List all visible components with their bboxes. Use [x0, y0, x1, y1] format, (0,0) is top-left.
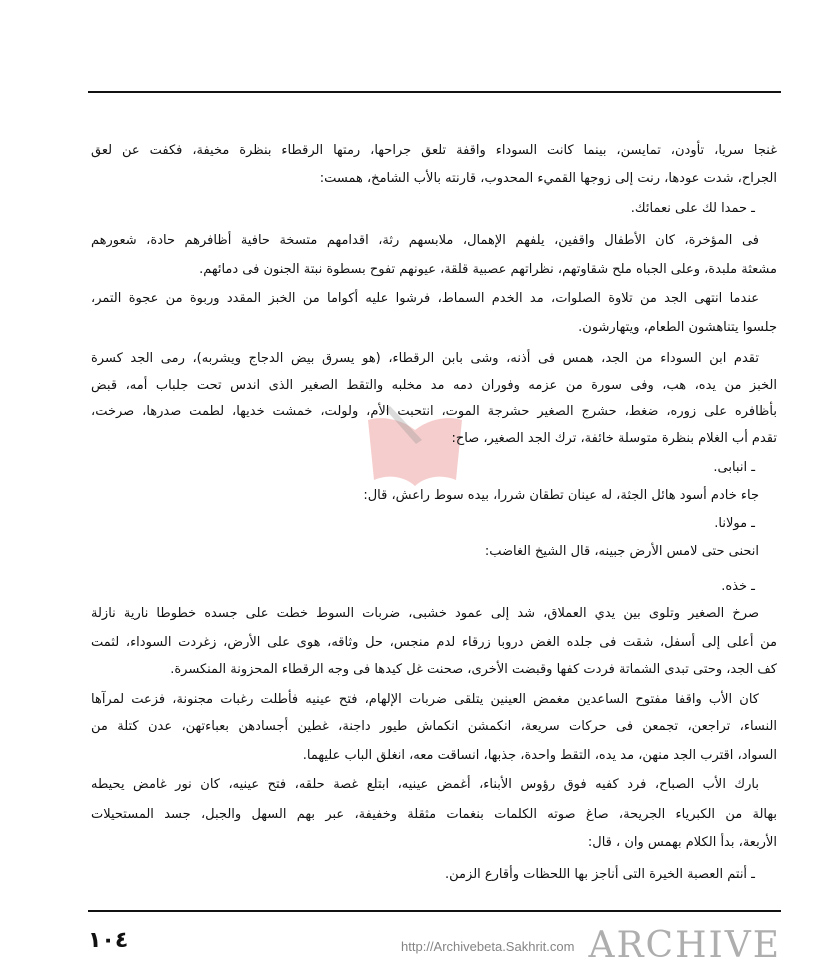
text-line: تقدم ابن السوداء من الجد، همس فى أذنه، وشى بابن الرقطاء، (هو يسرق بيض الدجاج ويشربه)، رمى الجد كسرة: [91, 351, 759, 366]
text-line: كان الأب واقفا مفتوح الساعدين مغمض العينين يتلقى ضربات الإلهام، فتح عينيه فأطلت رغبات مجنونة، فزعت لمرآها: [91, 692, 759, 707]
text-line: عندما انتهى الجد من تلاوة الصلوات، مد الخدم السماط، فرشوا عليه أكواما من الخبز المقدد وربوة من عجوة التمر،: [91, 291, 759, 306]
archive-watermark: [401, 918, 781, 974]
dialogue-line: ـ حمدا لك على نعمائك.: [630, 201, 755, 216]
dialogue-line: ـ مولانا.: [714, 516, 755, 531]
text-line: الأربعة، بدأ الكلام بهمس وان ، قال:: [587, 835, 777, 850]
page-number: ١٠٤: [88, 928, 129, 953]
watermark-word: ARCHIVE: [588, 925, 781, 966]
text-line: النساء، تراجعن، تجمعن فى حركات سريعة، انكمشن انكماش طيور داجنة، غطين أجسادهن بعباءتهن، عدن كتلة من: [91, 719, 777, 734]
watermark-url: http://Archivebeta.Sakhrit.com: [401, 938, 575, 954]
text-line: بهالة من الكبرياء الجريحة، صاغ صوته الكلمات بنغمات مثقلة وخفيفة، عبر بهم السهل والجبل، جسد المستحيلات: [91, 807, 777, 822]
text-line: الجراح، شدت عودها، رنت إلى زوجها القميء المحدوب، قارنته بالأب الشامخ، همست:: [319, 171, 777, 186]
text-line: جاء خادم أسود هائل الجثة، له عينان تطقان شررا، بيده سوط راعش، قال:: [363, 488, 759, 503]
text-line: انحنى حتى لامس الأرض جبينه، قال الشيخ الغاضب:: [484, 544, 759, 559]
text-line: من أعلى إلى أسفل، شقت فى جلده الغض دروبا زرقاء لدم منجس، حل وثاقه، هوى على الأرض، زغردت السوداء، لثمت: [91, 635, 777, 650]
text-line: السواد، اقترب الجد منهن، مد يده، التقط واحدة، جذبها، انساقت معه، انغلق الباب عليهما.: [302, 748, 777, 763]
dialogue-line: ـ أنتم العصبة الخيرة التى أناجز بها اللحظات وأقارع الزمن.: [445, 867, 755, 882]
bottom-rule: [88, 910, 781, 912]
text-line: الخبز من يده، هب، وفى سورة من عزمه وفوران دمه مد مخلبه والتقط الصغير الذى اندس تحت جلباب أمه، قبض: [91, 378, 777, 393]
dialogue-line: ـ انبابى.: [713, 460, 755, 475]
text-line: كف الجد، وحتى تبدى الشماتة فردت كفها وقبضت الأخرى، صحنت غل كيدها فى وجه الرقطاء المحزونة المنكسرة.: [170, 662, 777, 677]
text-line: صرخ الصغير وتلوى بين يدي العملاق، شد إلى عمود خشبى، ضربات السوط خطت على جسده خطوطا نارية نازلة: [91, 606, 759, 621]
dialogue-line: ـ خذه.: [721, 579, 755, 594]
text-line: بارك الأب الصباح، فرد كفيه فوق رؤوس الأبناء، أغمض عينيه، ابتلع غصة حلقه، فتح عينيه، كان نور غامض يحيطه: [91, 777, 759, 792]
text-line: فى المؤخرة، كان الأطفال واقفين، يلفهم الإهمال، ملابسهم رثة، اقدامهم متسخة حافية أظافرهم حادة، شعورهم: [91, 233, 759, 248]
text-line: مشعثة ملبدة، وعلى الجباه ملح شقاوتهم، نظراتهم عصبية قلقة، عيونهم تفوح بسطوة نبتة الجنون فى دمائهم.: [199, 262, 777, 277]
text-line: تقدم أب الغلام بنظرة متوسلة خائفة، ترك الجد الصغير، صاح:: [451, 431, 777, 446]
text-line: بأظافره على زوره، ضغط، حشرج الصغير حشرجة الموت، انتحبت الأم، ولولت، خمشت خديها، لطمت صدرها، صرخت،: [91, 404, 777, 419]
top-rule: [88, 91, 781, 93]
text-line: غنجا سريا، تأودن، تمايسن، بينما كانت السوداء واقفة تلعق جراحها، رمتها الرقطاء بنظرة مخيفة، فكفت عن لعق: [91, 143, 777, 158]
text-line: جلسوا يتناهشون الطعام، ويتهارشون.: [578, 320, 777, 335]
